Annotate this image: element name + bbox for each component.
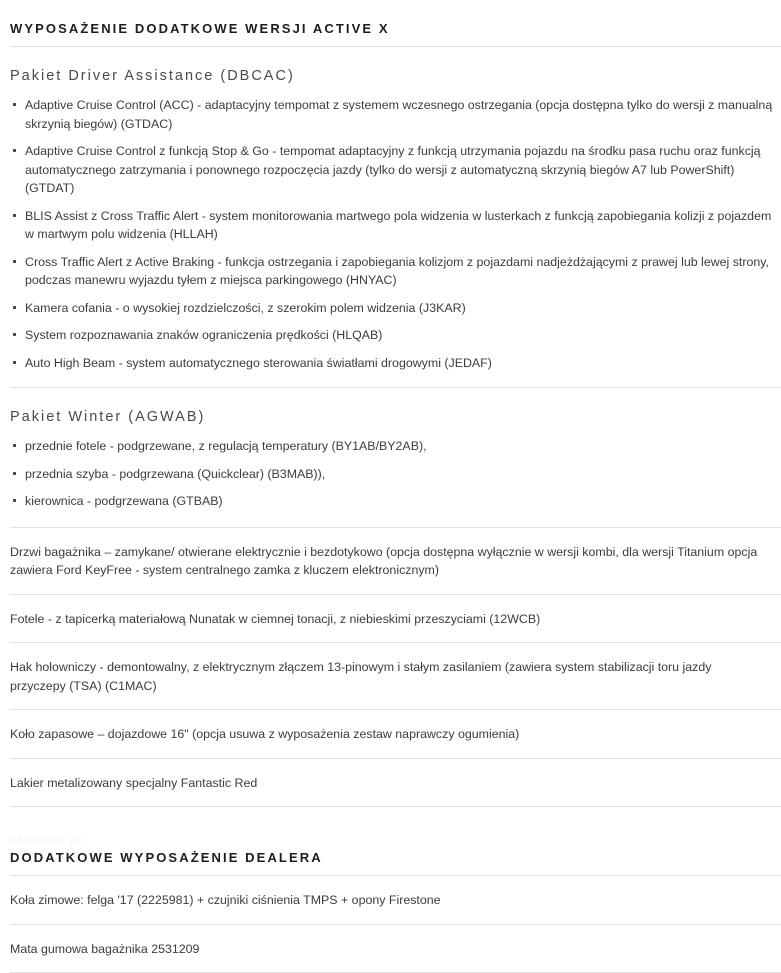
- bullet-icon: [13, 214, 16, 217]
- feature-list-winter: [0, 437, 781, 511]
- list-item-text: BLIS Assist z Cross Traffic Alert - system monitorowania martwego pola widzenia w lusterkach z funkcją zapobiegania kolizji z pojazdem w martwym polu widzenia (HLLAH): [25, 208, 772, 241]
- bullet-icon: [13, 499, 16, 502]
- bullet-icon: [13, 306, 16, 309]
- list-item-text: Kamera cofania - o wysokiej rozdzielczości, z szerokim polem widzenia (J3KAR): [25, 300, 466, 315]
- bullet-icon: [13, 149, 16, 152]
- equipment-item: Fotele - z tapicerką materiałową Nunatak w ciemnej tonacji, z niebieskimi przeszyciami (12WCB): [10, 611, 541, 626]
- list-item: [0, 299, 773, 318]
- list-item-text: Adaptive Cruise Control (ACC) - adaptacyjny tempomat z systemem wczesnego ostrzegania (opcja dostępna tylko do wersji z manualną skrzynią biegów) (GTDAC): [25, 98, 773, 131]
- list-item-text: Auto High Beam - system automatycznego sterowania światłami drogowymi (JEDAF): [25, 355, 492, 370]
- list-item: [0, 437, 773, 456]
- bullet-icon: [13, 472, 16, 475]
- main-title-block: [0, 0, 781, 47]
- list-item-text: przednie fotele - podgrzewane, z regulacją temperatury (BY1AB/BY2AB),: [25, 439, 427, 453]
- list-item-text: Adaptive Cruise Control z funkcją Stop & Go - tempomat adaptacyjny z funkcją utrzymania pojazdu na środku pasa ruchu oraz funkcją automatycznego zatrzymania i ponownego rozpoczęcia jazdy (tylko do wersji z automatyczną skrzynią biegów A7 lub PowerShift) (GTDAT): [25, 144, 761, 195]
- list-item: [0, 465, 773, 484]
- list-item: [0, 326, 773, 345]
- bullet-icon: [13, 260, 16, 263]
- list-item-text: Cross Traffic Alert z Active Braking - funkcja ostrzegania i zapobiegania kolizjom z pojazdami nadjeżdżającymi z prawej lub lewej strony, podczas manewru wyjazdu tyłem z miejsca parkingowego (HNYAC): [25, 254, 770, 287]
- dealer-equipment-item: Mata gumowa bagażnika 2531209: [10, 941, 200, 956]
- dealer-section-title: DODATKOWE WYPOSAŻENIE DEALERA: [10, 850, 323, 865]
- list-item-text: kierownica - podgrzewana (GTBAB): [25, 494, 223, 508]
- list-item: [0, 207, 773, 244]
- page-title: WYPOSAŻENIE DODATKOWE WERSJI ACTIVE X: [10, 21, 390, 36]
- package-heading-driver-assistance: Pakiet Driver Assistance (DBCAC): [10, 68, 295, 84]
- list-item: [0, 492, 773, 511]
- package-heading-winter: Pakiet Winter (AGWAB): [10, 409, 206, 425]
- dealer-equipment-item: Koła zimowe: felga '17 (2225981) + czujniki ciśnienia TMPS + opony Firestone: [10, 893, 441, 907]
- bullet-icon: [13, 444, 16, 447]
- equipment-item: Koło zapasowe – dojazdowe 16" (opcja usuwa z wyposażenia zestaw naprawczy ogumienia): [10, 727, 520, 741]
- feature-list-driver-assistance: [0, 96, 781, 372]
- section-spacer: [0, 807, 781, 849]
- list-item-text: przednia szyba - podgrzewana (Quickclear) (B3MAB)),: [25, 466, 326, 481]
- bullet-icon: [13, 333, 16, 336]
- list-item: [0, 253, 773, 290]
- bullet-icon: [13, 103, 16, 106]
- list-item: [0, 142, 773, 198]
- watermark-text: otomoto.pl: [10, 831, 83, 846]
- equipment-item: Hak holowniczy - demontowalny, z elektrycznym złączem 13-pinowym i stałym zasilaniem (zawiera system stabilizacji toru jazdy przyczepy (TSA) (C1MAC): [10, 660, 712, 693]
- equipment-item: Drzwi bagażnika – zamykane/ otwierane elektrycznie i bezdotykowo (opcja dostępna wyłącznie w wersji kombi, dla wersji Titanium opcja zawiera Ford KeyFree - system centralnego zamka z kluczem elektronicznym): [10, 544, 758, 577]
- list-item-text: System rozpoznawania znaków ograniczenia prędkości (HLQAB): [25, 328, 383, 342]
- list-item: [0, 354, 773, 373]
- equipment-item: Lakier metalizowany specjalny Fantastic Red: [10, 775, 258, 790]
- bullet-icon: [13, 361, 16, 364]
- list-item: [0, 96, 773, 133]
